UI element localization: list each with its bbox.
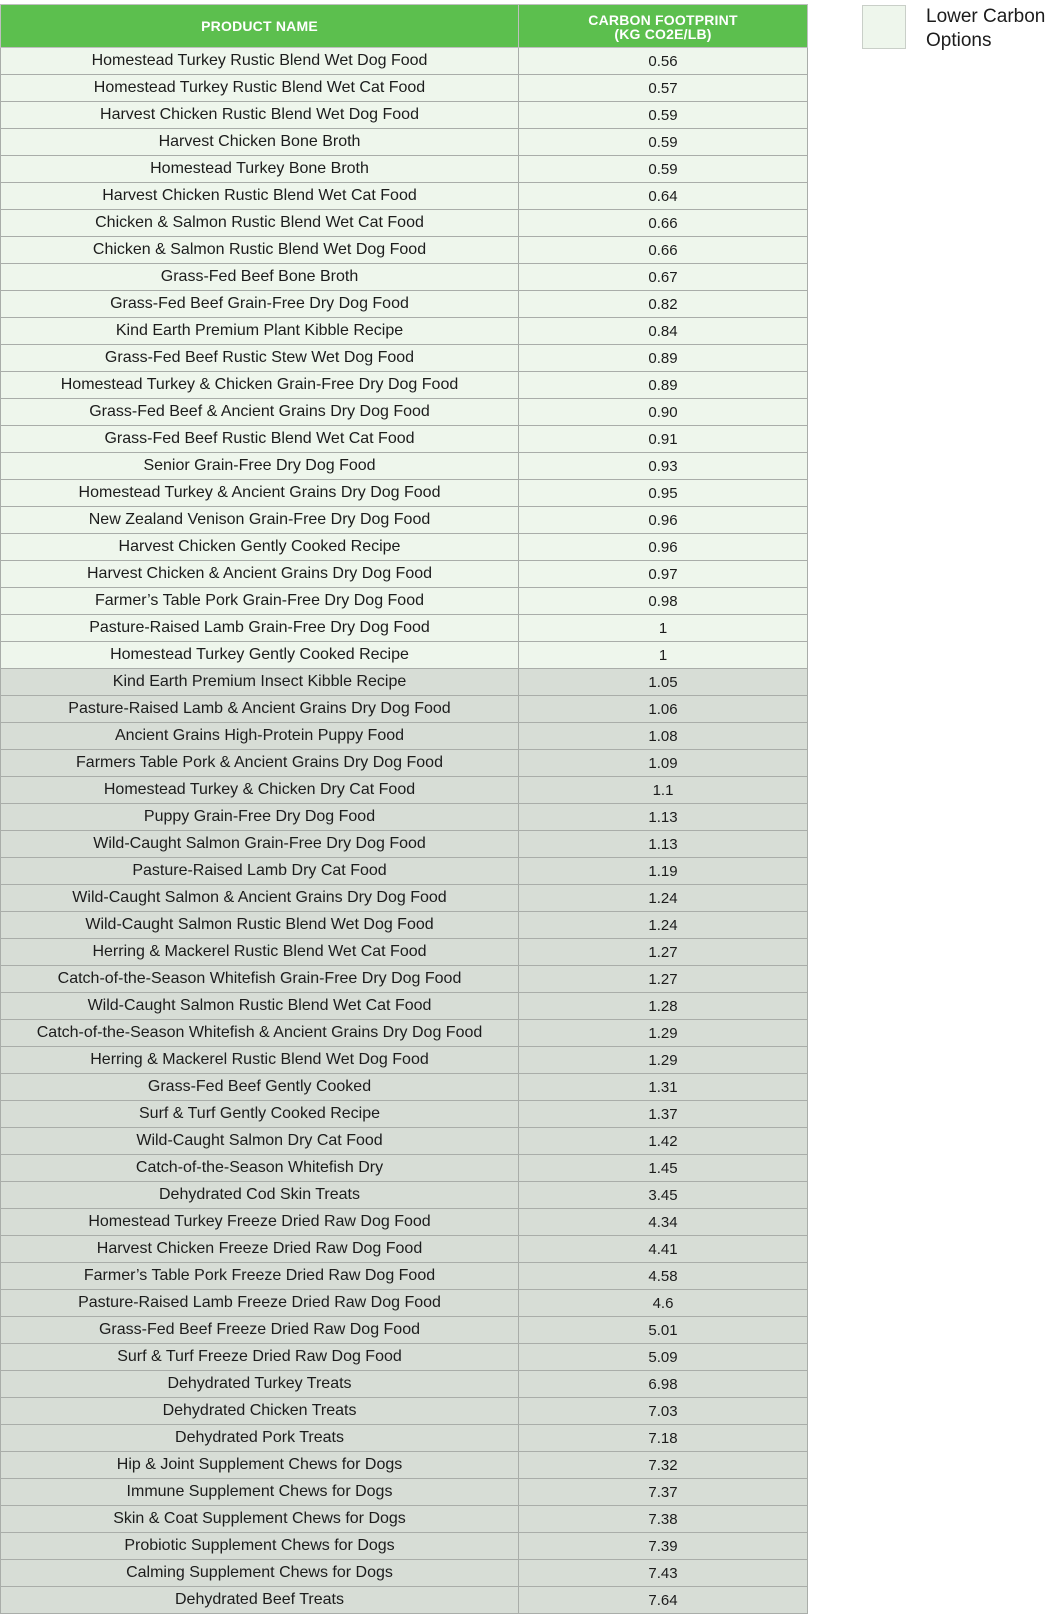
table-row <box>1 1452 808 1479</box>
table-row <box>1 885 808 912</box>
table-row <box>1 48 808 75</box>
product-name-cell: Homestead Turkey Gently Cooked Recipe <box>1 642 519 669</box>
carbon-footprint-cell: 7.32 <box>519 1452 808 1479</box>
product-name-cell: Harvest Chicken Freeze Dried Raw Dog Food <box>1 1236 519 1263</box>
table-row <box>1 1587 808 1614</box>
product-name-cell: Probiotic Supplement Chews for Dogs <box>1 1533 519 1560</box>
product-name-cell: Kind Earth Premium Plant Kibble Recipe <box>1 318 519 345</box>
table-row <box>1 210 808 237</box>
product-name-cell: Dehydrated Pork Treats <box>1 1425 519 1452</box>
product-name-cell: Homestead Turkey & Chicken Dry Cat Food <box>1 777 519 804</box>
product-name-cell: Homestead Turkey & Chicken Grain-Free Dry Dog Food <box>1 372 519 399</box>
table-row <box>1 1425 808 1452</box>
table-row <box>1 1533 808 1560</box>
product-name-cell: Immune Supplement Chews for Dogs <box>1 1479 519 1506</box>
table-row <box>1 480 808 507</box>
carbon-footprint-cell: 4.58 <box>519 1263 808 1290</box>
product-name-cell: Dehydrated Beef Treats <box>1 1587 519 1614</box>
carbon-footprint-cell: 0.67 <box>519 264 808 291</box>
table-row <box>1 345 808 372</box>
carbon-footprint-cell: 0.66 <box>519 210 808 237</box>
product-name-cell: Chicken & Salmon Rustic Blend Wet Dog Food <box>1 237 519 264</box>
carbon-footprint-cell: 7.43 <box>519 1560 808 1587</box>
product-name-cell: Wild-Caught Salmon & Ancient Grains Dry Dog Food <box>1 885 519 912</box>
carbon-footprint-cell: 6.98 <box>519 1371 808 1398</box>
legend <box>862 5 1052 55</box>
carbon-footprint-cell: 1.08 <box>519 723 808 750</box>
product-name-cell: Pasture-Raised Lamb Grain-Free Dry Dog Food <box>1 615 519 642</box>
carbon-footprint-cell: 7.18 <box>519 1425 808 1452</box>
carbon-footprint-cell: 0.82 <box>519 291 808 318</box>
table-row <box>1 993 808 1020</box>
carbon-footprint-cell: 0.59 <box>519 156 808 183</box>
carbon-footprint-cell: 5.01 <box>519 1317 808 1344</box>
carbon-footprint-cell: 7.37 <box>519 1479 808 1506</box>
product-name-cell: Grass-Fed Beef Bone Broth <box>1 264 519 291</box>
product-name-cell: Homestead Turkey Bone Broth <box>1 156 519 183</box>
table-body <box>1 48 808 1614</box>
carbon-footprint-cell: 1.13 <box>519 831 808 858</box>
product-name-cell: Calming Supplement Chews for Dogs <box>1 1560 519 1587</box>
carbon-footprint-cell: 7.64 <box>519 1587 808 1614</box>
product-name-cell: Grass-Fed Beef Rustic Stew Wet Dog Food <box>1 345 519 372</box>
product-name-cell: Grass-Fed Beef Freeze Dried Raw Dog Food <box>1 1317 519 1344</box>
carbon-footprint-cell: 1.28 <box>519 993 808 1020</box>
carbon-footprint-cell: 1.09 <box>519 750 808 777</box>
product-name-cell: Grass-Fed Beef Gently Cooked <box>1 1074 519 1101</box>
table-row <box>1 129 808 156</box>
carbon-footprint-cell: 7.39 <box>519 1533 808 1560</box>
carbon-footprint-cell: 0.66 <box>519 237 808 264</box>
carbon-footprint-cell: 0.64 <box>519 183 808 210</box>
carbon-footprint-cell: 1.24 <box>519 912 808 939</box>
header-product-name: PRODUCT NAME <box>1 5 519 48</box>
carbon-footprint-cell: 0.97 <box>519 561 808 588</box>
product-name-cell: Harvest Chicken Gently Cooked Recipe <box>1 534 519 561</box>
product-name-cell: Harvest Chicken & Ancient Grains Dry Dog Food <box>1 561 519 588</box>
table-row <box>1 426 808 453</box>
product-name-cell: Puppy Grain-Free Dry Dog Food <box>1 804 519 831</box>
product-name-cell: Dehydrated Chicken Treats <box>1 1398 519 1425</box>
product-name-cell: Chicken & Salmon Rustic Blend Wet Cat Food <box>1 210 519 237</box>
table-row <box>1 1209 808 1236</box>
table-row <box>1 777 808 804</box>
product-name-cell: Harvest Chicken Rustic Blend Wet Cat Food <box>1 183 519 210</box>
carbon-footprint-cell: 1.45 <box>519 1155 808 1182</box>
table-row <box>1 1506 808 1533</box>
product-name-cell: Homestead Turkey Freeze Dried Raw Dog Food <box>1 1209 519 1236</box>
table-row <box>1 183 808 210</box>
product-name-cell: Pasture-Raised Lamb Dry Cat Food <box>1 858 519 885</box>
product-name-cell: Pasture-Raised Lamb Freeze Dried Raw Dog Food <box>1 1290 519 1317</box>
table-row <box>1 1317 808 1344</box>
product-name-cell: Catch-of-the-Season Whitefish Grain-Free Dry Dog Food <box>1 966 519 993</box>
product-name-cell: Farmer’s Table Pork Freeze Dried Raw Dog Food <box>1 1263 519 1290</box>
product-name-cell: Dehydrated Turkey Treats <box>1 1371 519 1398</box>
table-row <box>1 453 808 480</box>
product-name-cell: Grass-Fed Beef Grain-Free Dry Dog Food <box>1 291 519 318</box>
carbon-footprint-cell: 1 <box>519 615 808 642</box>
legend-label: Lower Carbon Options <box>926 6 1046 51</box>
table-row <box>1 1560 808 1587</box>
carbon-footprint-cell: 0.98 <box>519 588 808 615</box>
carbon-footprint-table <box>0 4 808 1614</box>
carbon-footprint-cell: 1 <box>519 642 808 669</box>
carbon-footprint-cell: 1.27 <box>519 939 808 966</box>
table-row <box>1 75 808 102</box>
product-name-cell: Herring & Mackerel Rustic Blend Wet Dog Food <box>1 1047 519 1074</box>
table-row <box>1 102 808 129</box>
carbon-footprint-table-container <box>0 4 807 1614</box>
table-row <box>1 858 808 885</box>
carbon-footprint-cell: 0.56 <box>519 48 808 75</box>
table-row <box>1 588 808 615</box>
carbon-footprint-cell: 7.03 <box>519 1398 808 1425</box>
carbon-footprint-cell: 1.31 <box>519 1074 808 1101</box>
table-row <box>1 1479 808 1506</box>
table-row <box>1 642 808 669</box>
carbon-footprint-cell: 1.27 <box>519 966 808 993</box>
product-name-cell: Grass-Fed Beef & Ancient Grains Dry Dog Food <box>1 399 519 426</box>
table-row <box>1 912 808 939</box>
product-name-cell: New Zealand Venison Grain-Free Dry Dog Food <box>1 507 519 534</box>
table-row <box>1 1371 808 1398</box>
product-name-cell: Senior Grain-Free Dry Dog Food <box>1 453 519 480</box>
product-name-cell: Harvest Chicken Rustic Blend Wet Dog Food <box>1 102 519 129</box>
carbon-footprint-cell: 0.59 <box>519 102 808 129</box>
carbon-footprint-cell: 1.24 <box>519 885 808 912</box>
product-name-cell: Harvest Chicken Bone Broth <box>1 129 519 156</box>
table-row <box>1 939 808 966</box>
carbon-footprint-cell: 4.6 <box>519 1290 808 1317</box>
product-name-cell: Herring & Mackerel Rustic Blend Wet Cat Food <box>1 939 519 966</box>
carbon-footprint-cell: 5.09 <box>519 1344 808 1371</box>
product-name-cell: Homestead Turkey & Ancient Grains Dry Dog Food <box>1 480 519 507</box>
table-row <box>1 804 808 831</box>
table-row <box>1 156 808 183</box>
table-row <box>1 1020 808 1047</box>
table-row <box>1 399 808 426</box>
product-name-cell: Catch-of-the-Season Whitefish & Ancient Grains Dry Dog Food <box>1 1020 519 1047</box>
carbon-footprint-cell: 1.37 <box>519 1101 808 1128</box>
carbon-footprint-cell: 0.95 <box>519 480 808 507</box>
product-name-cell: Grass-Fed Beef Rustic Blend Wet Cat Food <box>1 426 519 453</box>
carbon-footprint-cell: 0.84 <box>519 318 808 345</box>
carbon-footprint-cell: 1.13 <box>519 804 808 831</box>
table-row <box>1 507 808 534</box>
product-name-cell: Skin & Coat Supplement Chews for Dogs <box>1 1506 519 1533</box>
product-name-cell: Surf & Turf Freeze Dried Raw Dog Food <box>1 1344 519 1371</box>
table-row <box>1 723 808 750</box>
product-name-cell: Homestead Turkey Rustic Blend Wet Dog Food <box>1 48 519 75</box>
carbon-footprint-cell: 1.29 <box>519 1047 808 1074</box>
carbon-footprint-cell: 1.06 <box>519 696 808 723</box>
product-name-cell: Homestead Turkey Rustic Blend Wet Cat Food <box>1 75 519 102</box>
header-carbon-line2: (KG CO2E/LB) <box>614 26 712 42</box>
carbon-footprint-cell: 0.96 <box>519 507 808 534</box>
carbon-footprint-cell: 1.1 <box>519 777 808 804</box>
table-row <box>1 237 808 264</box>
product-name-cell: Wild-Caught Salmon Dry Cat Food <box>1 1128 519 1155</box>
carbon-footprint-cell: 0.59 <box>519 129 808 156</box>
carbon-footprint-cell: 0.90 <box>519 399 808 426</box>
table-row <box>1 264 808 291</box>
table-row <box>1 534 808 561</box>
table-row <box>1 831 808 858</box>
table-row <box>1 1047 808 1074</box>
carbon-footprint-cell: 0.96 <box>519 534 808 561</box>
carbon-footprint-cell: 1.42 <box>519 1128 808 1155</box>
table-row <box>1 1344 808 1371</box>
carbon-footprint-cell: 3.45 <box>519 1182 808 1209</box>
carbon-footprint-cell: 0.57 <box>519 75 808 102</box>
product-name-cell: Kind Earth Premium Insect Kibble Recipe <box>1 669 519 696</box>
carbon-footprint-cell: 0.93 <box>519 453 808 480</box>
carbon-footprint-cell: 0.91 <box>519 426 808 453</box>
carbon-footprint-cell: 0.89 <box>519 345 808 372</box>
table-row <box>1 1236 808 1263</box>
table-row <box>1 966 808 993</box>
carbon-footprint-cell: 4.34 <box>519 1209 808 1236</box>
table-row <box>1 1128 808 1155</box>
product-name-cell: Wild-Caught Salmon Grain-Free Dry Dog Food <box>1 831 519 858</box>
table-row <box>1 1182 808 1209</box>
header-carbon-line1: CARBON FOOTPRINT <box>588 12 738 28</box>
table-row <box>1 291 808 318</box>
table-row <box>1 1101 808 1128</box>
table-row <box>1 750 808 777</box>
carbon-footprint-cell: 1.05 <box>519 669 808 696</box>
table-row <box>1 1290 808 1317</box>
product-name-cell: Catch-of-the-Season Whitefish Dry <box>1 1155 519 1182</box>
header-row <box>1 5 808 48</box>
product-name-cell: Ancient Grains High-Protein Puppy Food <box>1 723 519 750</box>
table-header <box>1 5 808 48</box>
carbon-footprint-cell: 4.41 <box>519 1236 808 1263</box>
product-name-cell: Farmers Table Pork & Ancient Grains Dry Dog Food <box>1 750 519 777</box>
table-row <box>1 1263 808 1290</box>
carbon-footprint-cell: 1.19 <box>519 858 808 885</box>
table-row <box>1 615 808 642</box>
carbon-footprint-cell: 1.29 <box>519 1020 808 1047</box>
carbon-footprint-cell: 0.89 <box>519 372 808 399</box>
table-row <box>1 561 808 588</box>
table-row <box>1 696 808 723</box>
carbon-footprint-cell: 7.38 <box>519 1506 808 1533</box>
table-row <box>1 1155 808 1182</box>
product-name-cell: Pasture-Raised Lamb & Ancient Grains Dry Dog Food <box>1 696 519 723</box>
product-name-cell: Dehydrated Cod Skin Treats <box>1 1182 519 1209</box>
product-name-cell: Wild-Caught Salmon Rustic Blend Wet Cat Food <box>1 993 519 1020</box>
table-row <box>1 1074 808 1101</box>
table-row <box>1 1398 808 1425</box>
table-row <box>1 372 808 399</box>
table-row <box>1 318 808 345</box>
table-row <box>1 669 808 696</box>
product-name-cell: Hip & Joint Supplement Chews for Dogs <box>1 1452 519 1479</box>
product-name-cell: Farmer’s Table Pork Grain-Free Dry Dog Food <box>1 588 519 615</box>
product-name-cell: Wild-Caught Salmon Rustic Blend Wet Dog Food <box>1 912 519 939</box>
product-name-cell: Surf & Turf Gently Cooked Recipe <box>1 1101 519 1128</box>
header-carbon-footprint <box>519 5 808 48</box>
legend-swatch <box>862 5 906 49</box>
